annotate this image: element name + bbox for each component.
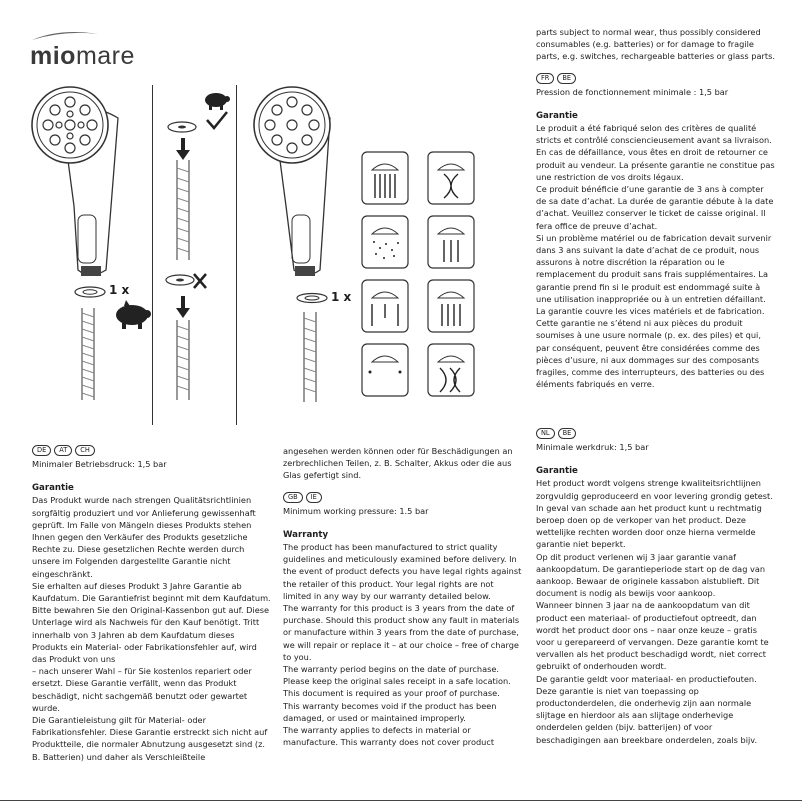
- checkmark-icon: [205, 110, 229, 132]
- country-badge: BE: [557, 73, 576, 84]
- column-gb: [283, 445, 523, 748]
- column-divider: [152, 85, 153, 425]
- paragraph: The warranty for this product is 3 years from the date of purchase. Should this product show any fault in materials or manufacture within 3 years from the date of purchase, we will repair or replace it – at our choice – free of charge to you.: [283, 603, 520, 662]
- quantity-label: 1 x: [331, 290, 352, 304]
- arrow-down-icon: [176, 138, 190, 162]
- paragraph: Het product wordt volgens strenge kwaliteitsrichtlijnen zorgvuldig geproduceerd en voor levering grondig getest. In geval van schade aan het product kunt u rechtmatig beroep doen op de verkoper van het product. Deze wettelijke rechten worden door onze hierna vermelde garantie niet beperkt.: [536, 478, 773, 550]
- paragraph: Das Produkt wurde nach strengen Qualitätsrichtlinien sorgfältig produziert und vor Anlieferung gewissenhaft geprüft. Im Falle von Mängeln dieses Produkts stehen Ihnen gegen den Verkäufer des Produkts gesetzliche Rechte zu. Diese gesetzlichen Rechte werden durch unsere im Folgenden dargestellte Garantie nicht eingeschränkt.: [32, 495, 256, 579]
- paragraph: Le produit a été fabriqué selon des critères de qualité stricts et contrôlé consciencieusement avant sa livraison. En cas de défaillance, vous êtes en droit de retourner ce produit au vendeur. La présente garantie ne constitue pas une restriction de vos droits légaux.: [536, 123, 775, 182]
- country-badge: BE: [558, 428, 577, 439]
- country-badge: CH: [75, 445, 95, 456]
- paragraph: Sie erhalten auf dieses Produkt 3 Jahre Garantie ab Kaufdatum. Die Garantiefrist beginnt mit dem Kaufdatum. Bitte bewahren Sie den Original-Kassenbon gut auf. Diese Unterlage wird als Nachweis für den Kauf benötigt. Tritt innerhalb von 3 Jahren ab dem Kaufdatum dieses Produkts ein Material- oder Fabrikationsfehler auf, wird das Produkt von uns: [32, 580, 271, 665]
- hose-icon: [292, 312, 328, 402]
- section-heading: Warranty: [283, 529, 329, 540]
- piggy-bank-icon: [112, 300, 154, 330]
- min-pressure: Minimale werkdruk: 1,5 bar: [536, 442, 649, 452]
- column-nl: [536, 428, 776, 746]
- column-fr: [536, 26, 776, 390]
- gasket-washer-icon: [162, 118, 202, 138]
- section-heading: Garantie: [32, 483, 74, 494]
- hose-icon: [165, 320, 201, 400]
- piggy-bank-icon: [202, 88, 232, 110]
- gasket-washer-icon: [70, 282, 110, 302]
- paragraph: Op dit product verlenen wij 3 jaar garantie vanaf aankoopdatum. De garantieperiode start op de dag van aankoop. Bewaar de originele kassabon alstublieft. Dit document is nodig als bewijs voor aankoop.: [536, 551, 766, 599]
- paragraph: The warranty applies to defects in material or manufacture. This warranty does not cover product: [283, 725, 495, 748]
- column-de: [32, 445, 272, 763]
- hose-icon: [70, 308, 106, 400]
- section-heading: Garantie: [536, 110, 578, 121]
- showerhead-illustration-right: [250, 80, 360, 280]
- min-pressure: Minimum working pressure: 1.5 bar: [283, 505, 429, 516]
- paragraph: Ce produit bénéficie d’une garantie de 3 ans à compter de sa date d’achat. La durée de garantie débute à la date d’achat. Veuillez conserver le ticket de caisse original. Il fera office de preuve d’achat.: [536, 184, 774, 231]
- spray-mode-grid: [360, 150, 490, 400]
- min-pressure: Pression de fonctionnement minimale : 1,5 bar: [536, 86, 729, 97]
- min-pressure: Minimaler Betriebsdruck: 1,5 bar: [32, 459, 167, 469]
- quantity-label: 1 x: [109, 283, 130, 297]
- paragraph: The product has been manufactured to strict quality guidelines and meticulously examined before delivery. In the event of product defects you have legal rights against the retailer of this product. Your legal rights are not limited in any way by our warranty detailed below.: [283, 542, 522, 601]
- gasket-washer-icon: [292, 290, 332, 306]
- arrow-down-icon: [176, 296, 190, 320]
- paragraph: angesehen werden können oder für Beschädigungen an zerbrechlichen Teilen, z. B. Schalter, Akkus oder die aus Glas gefertigt sind.: [283, 446, 513, 481]
- country-badge: DE: [32, 445, 51, 456]
- country-badge: GB: [283, 492, 303, 503]
- paragraph: Si un problème matériel ou de fabrication devait survenir dans 3 ans suivant la date d’achat de ce produit, nous assurons à notre discrétion la réparation ou le remplacement du produit sans frais supplémentaires. La garantie prend fin si le produit est endommagé suite à une utilisation inappropriée ou à un entretien défaillant. La garantie couvre les vices matériels et de fabrication. Cette garantie ne s’étend ni aux pièces du produit soumises à une usure normale (p. ex. des piles) et qui, par conséquent, peuvent être considérées comme des pièces d’usure, ni aux dommages sur des composants fragiles, comme des interrupteurs, des batteries ou des éléments fabriqués en verre.: [536, 232, 772, 390]
- hose-icon: [165, 160, 201, 260]
- washer-wrong-icon: [162, 272, 212, 294]
- country-badge: NL: [536, 428, 555, 439]
- country-badge: FR: [536, 73, 554, 84]
- paragraph: The warranty period begins on the date of purchase. Please keep the original sales receipt in a safe location. This document is required as your proof of purchase.: [283, 664, 511, 699]
- brand-logo: miomare: [30, 42, 135, 70]
- section-heading: Garantie: [536, 466, 578, 477]
- paragraph: parts subject to normal wear, thus possibly considered consumables (e.g. batteries) or for damage to fragile parts, e.g. switches, rechargeable batteries or glass parts.: [536, 27, 775, 62]
- paragraph: Wanneer binnen 3 jaar na de aankoopdatum van dit product een materiaal- of productiefout optreedt, dan wordt het product door ons – naar onze keuze – gratis voor u gerepareerd of vervangen. Deze garantie komt te vervallen als het product beschadigd wordt, niet correct gebruikt of onderhouden wordt.: [536, 600, 769, 672]
- page-bottom-rule: [0, 800, 802, 801]
- country-badge: IE: [306, 492, 322, 503]
- showerhead-illustration-left: [28, 80, 150, 280]
- column-divider: [236, 85, 237, 425]
- paragraph: Die Garantieleistung gilt für Material- oder Fabrikationsfehler. Diese Garantie erstreckt sich nicht auf Produktteile, die normaler Abnutzung ausgesetzt sind (z. B. Batterien) und daher als Verschleißteile: [32, 715, 268, 762]
- paragraph: This warranty becomes void if the product has been damaged, or used or maintained improperly.: [283, 700, 497, 723]
- country-badge: AT: [54, 445, 72, 456]
- paragraph: De garantie geldt voor materiaal- en productiefouten. Deze garantie is niet van toepassing op productonderdelen, die onderhevig zijn aan normale slijtage en hierdoor als aan slijtage onderhevige onderdelen gelden (bijv. batterijen) of voor beschadigingen aan breekbare onderdelen, zoals bijv.: [536, 673, 758, 745]
- paragraph: – nach unserer Wahl – für Sie kostenlos repariert oder ersetzt. Diese Garantie verfällt, wenn das Produkt beschädigt, nicht sachgemäß benutzt oder gewartet wurde.: [32, 666, 252, 713]
